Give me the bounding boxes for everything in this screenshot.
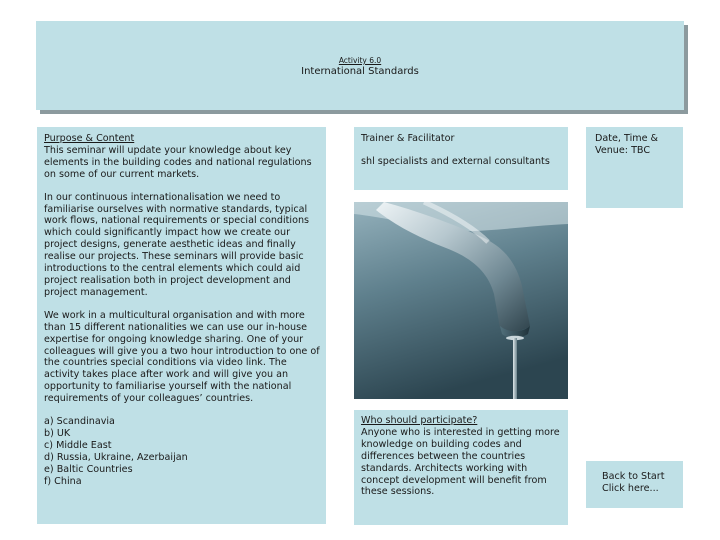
region-list <box>44 416 321 487</box>
trainer-value: shl specialists and external consultants <box>361 156 550 167</box>
list-item: a) Scandinavia <box>44 416 115 428</box>
date-venue-text: Date, Time & Venue: TBC <box>595 133 659 156</box>
trainer-heading: Trainer & Facilitator <box>361 133 455 144</box>
hammer-nail-image <box>354 202 568 399</box>
participants-text: Anyone who is interested in getting more knowledge on building codes and differences between the countries standards. Architects working with concept development will benefit from these sessions. <box>361 426 560 498</box>
purpose-heading: Purpose & Content <box>44 133 135 144</box>
list-item: f) China <box>44 475 82 487</box>
list-item: b) UK <box>44 427 71 439</box>
list-item: e) Baltic Countries <box>44 463 133 475</box>
participants-heading: Who should participate? <box>361 415 478 426</box>
purpose-paragraph-1: This seminar will update your knowledge about key elements in the building codes and national regulations on some of our current markets. <box>44 144 312 180</box>
hammer-nail-illustration <box>354 202 568 399</box>
purpose-paragraph-3: We work in a multicultural organisation and with more than 15 different nationalities we can use our in-house expertise for ongoing knowledge sharing. One of your colleagues will give you a two hour introduction to one of the countries special conditions via video link. The activity takes place after work and will give you an opportunity to familiarise yourself with the national requirements of your colleagues’ countries. <box>44 309 320 405</box>
date-venue-panel <box>586 127 683 208</box>
activity-number: Activity 6.0 <box>338 56 382 65</box>
participants-panel <box>354 410 568 525</box>
list-item: c) Middle East <box>44 439 112 451</box>
trainer-panel <box>354 127 568 190</box>
list-item: d) Russia, Ukraine, Azerbaijan <box>44 451 188 463</box>
back-to-start-button[interactable] <box>586 461 683 508</box>
purpose-paragraph-2: In our continuous internationalisation we need to familiarise ourselves with normative standards, typical work flows, national requirements or special conditions which could significantly impact how we create our project designs, generate aesthetic ideas and finally realise our projects. These seminars will provide basic introductions to the central elements which could aid project realisation both in project development and project management. <box>44 191 310 298</box>
back-to-start-label: Back to Start Click here... <box>602 471 665 494</box>
purpose-content-panel <box>37 127 326 524</box>
page-title: International Standards <box>301 66 419 77</box>
header-banner <box>36 21 684 110</box>
